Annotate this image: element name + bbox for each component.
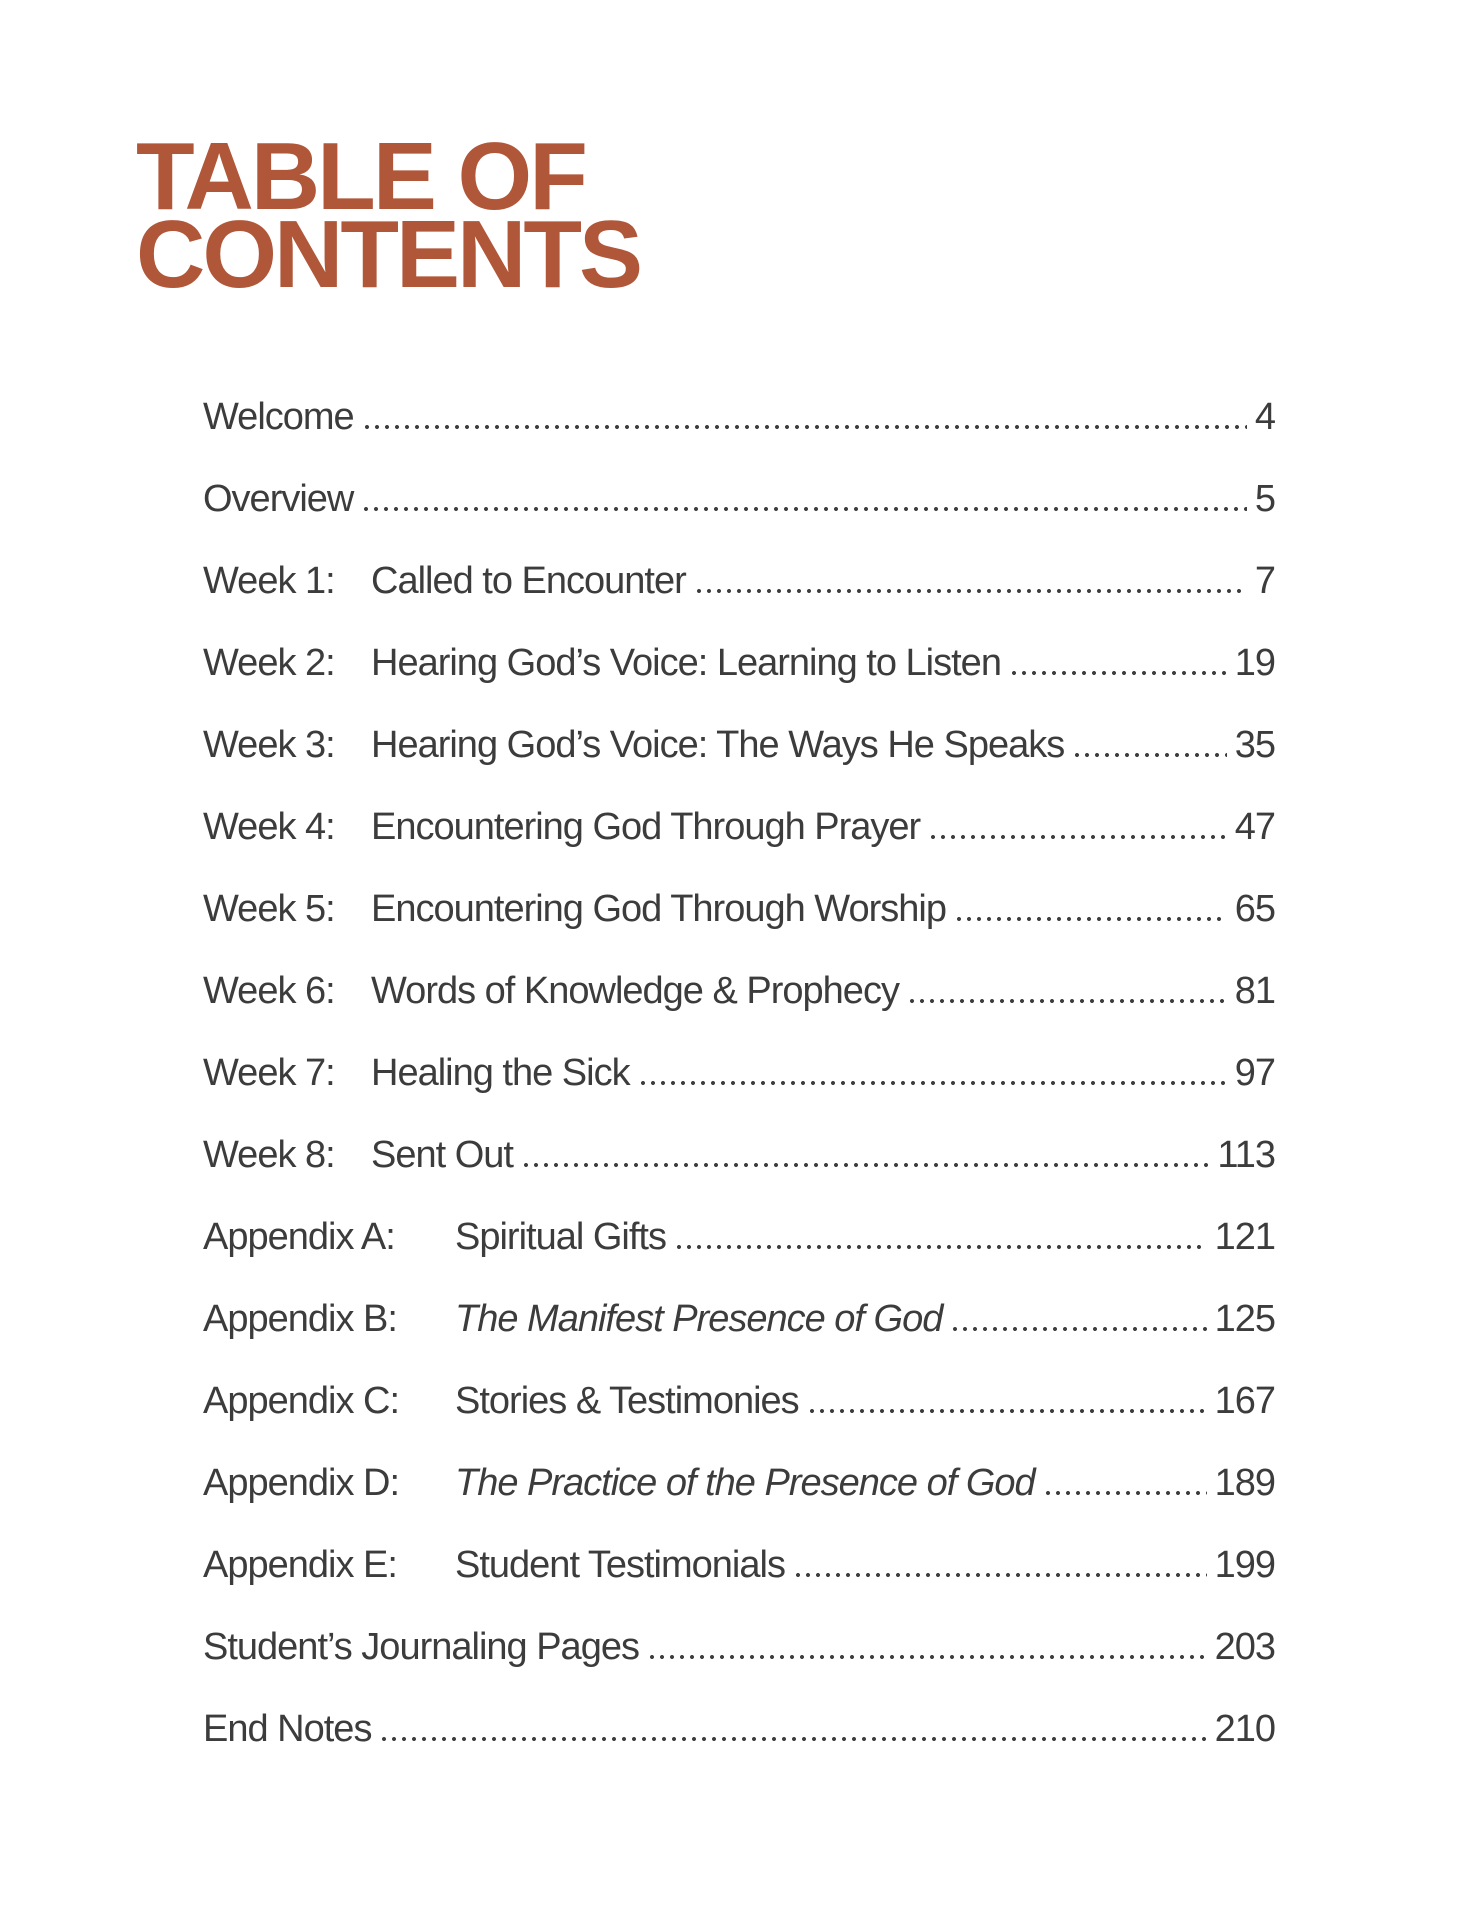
toc-entry-week-7[interactable] (203, 1049, 1275, 1131)
toc-entry-title: Hearing God’s Voice: Learning to Listen (371, 642, 1001, 684)
toc-page-number: 4 (1254, 396, 1275, 438)
toc-page-number: 121 (1214, 1216, 1275, 1258)
toc-page-number: 65 (1234, 888, 1275, 930)
toc-entry-week-6[interactable] (203, 967, 1275, 1049)
toc-entry-journaling-pages[interactable] (203, 1623, 1275, 1705)
toc-entry-prefix: Week 8: (203, 1134, 335, 1176)
toc-page-number: 7 (1254, 560, 1275, 602)
toc-entry-prefix: Week 2: (203, 642, 335, 684)
dot-leader (647, 1625, 1207, 1661)
toc-entry-prefix: Appendix B: (203, 1298, 397, 1340)
title-line-1: TABLE OF (136, 123, 585, 230)
toc-entry-welcome[interactable] (203, 393, 1275, 475)
toc-entry-end-notes[interactable] (203, 1705, 1275, 1787)
dot-leader (362, 395, 1247, 431)
toc-entry-title: Overview (203, 478, 354, 520)
toc-page-number: 35 (1234, 724, 1275, 766)
dot-leader (907, 969, 1227, 1005)
toc-entry-prefix: Appendix D: (203, 1462, 400, 1504)
toc-entry-title: Encountering God Through Prayer (371, 806, 921, 848)
toc-entry-title: Student Testimonials (455, 1544, 785, 1586)
toc-entry-week-5[interactable] (203, 885, 1275, 967)
toc-entry-appendix-d[interactable] (203, 1459, 1275, 1541)
toc-entry-title: Stories & Testimonies (455, 1380, 799, 1422)
toc-page-number: 167 (1214, 1380, 1275, 1422)
toc-entry-title: The Practice of the Presence of God (455, 1462, 1035, 1504)
toc-entry-week-1[interactable] (203, 557, 1275, 639)
dot-leader (361, 477, 1246, 513)
toc-entry-title: Encountering God Through Worship (371, 888, 946, 930)
toc-entry-appendix-e[interactable] (203, 1541, 1275, 1623)
toc-entry-title: Spiritual Gifts (455, 1216, 666, 1258)
dot-leader (1072, 723, 1226, 759)
toc-entry-prefix: Week 3: (203, 724, 335, 766)
page-title (136, 123, 640, 308)
dot-leader (379, 1707, 1206, 1743)
toc-entry-prefix: Appendix C: (203, 1380, 400, 1422)
toc-entry-prefix: Week 6: (203, 970, 335, 1012)
dot-leader (694, 559, 1247, 595)
toc-entry-prefix: Week 5: (203, 888, 335, 930)
toc-entry-week-3[interactable] (203, 721, 1275, 803)
toc-entry-prefix: Week 4: (203, 806, 335, 848)
toc-page-number: 125 (1214, 1298, 1275, 1340)
toc-page-number: 199 (1214, 1544, 1275, 1586)
dot-leader (928, 805, 1227, 841)
toc-page-number: 189 (1214, 1462, 1275, 1504)
dot-leader (674, 1215, 1207, 1251)
table-of-contents (203, 393, 1275, 1787)
toc-entry-appendix-a[interactable] (203, 1213, 1275, 1295)
toc-entry-appendix-c[interactable] (203, 1377, 1275, 1459)
dot-leader (521, 1133, 1209, 1169)
toc-page-number: 210 (1214, 1708, 1275, 1750)
dot-leader (1043, 1461, 1207, 1497)
toc-entry-prefix: Appendix A: (203, 1216, 395, 1258)
toc-entry-title: Healing the Sick (371, 1052, 630, 1094)
toc-entry-title: Called to Encounter (371, 560, 686, 602)
toc-page-number: 81 (1234, 970, 1275, 1012)
toc-entry-title: End Notes (203, 1708, 372, 1750)
toc-page-number: 113 (1217, 1134, 1275, 1176)
toc-entry-title: Hearing God’s Voice: The Ways He Speaks (371, 724, 1065, 766)
toc-entry-week-4[interactable] (203, 803, 1275, 885)
toc-entry-prefix: Week 7: (203, 1052, 335, 1094)
toc-entry-appendix-b[interactable] (203, 1295, 1275, 1377)
toc-entry-prefix: Appendix E: (203, 1544, 397, 1586)
dot-leader (793, 1543, 1207, 1579)
dot-leader (954, 887, 1227, 923)
toc-entry-overview[interactable] (203, 475, 1275, 557)
dot-leader (1009, 641, 1227, 677)
toc-entry-title: Welcome (203, 396, 354, 438)
toc-page-number: 203 (1214, 1626, 1275, 1668)
toc-page-number: 47 (1234, 806, 1275, 848)
title-line-2: CONTENTS (136, 201, 640, 308)
toc-page-number: 5 (1254, 478, 1275, 520)
toc-page-number: 97 (1234, 1052, 1275, 1094)
toc-entry-title: Sent Out (371, 1134, 513, 1176)
toc-entry-week-8[interactable] (203, 1131, 1275, 1213)
toc-entry-prefix: Week 1: (203, 560, 335, 602)
toc-entry-title: Words of Knowledge & Prophecy (371, 970, 899, 1012)
dot-leader (638, 1051, 1227, 1087)
dot-leader (950, 1297, 1206, 1333)
toc-entry-title: The Manifest Presence of God (455, 1298, 943, 1340)
toc-entry-title: Student’s Journaling Pages (203, 1626, 639, 1668)
dot-leader (807, 1379, 1207, 1415)
toc-page-number: 19 (1234, 642, 1275, 684)
toc-entry-week-2[interactable] (203, 639, 1275, 721)
